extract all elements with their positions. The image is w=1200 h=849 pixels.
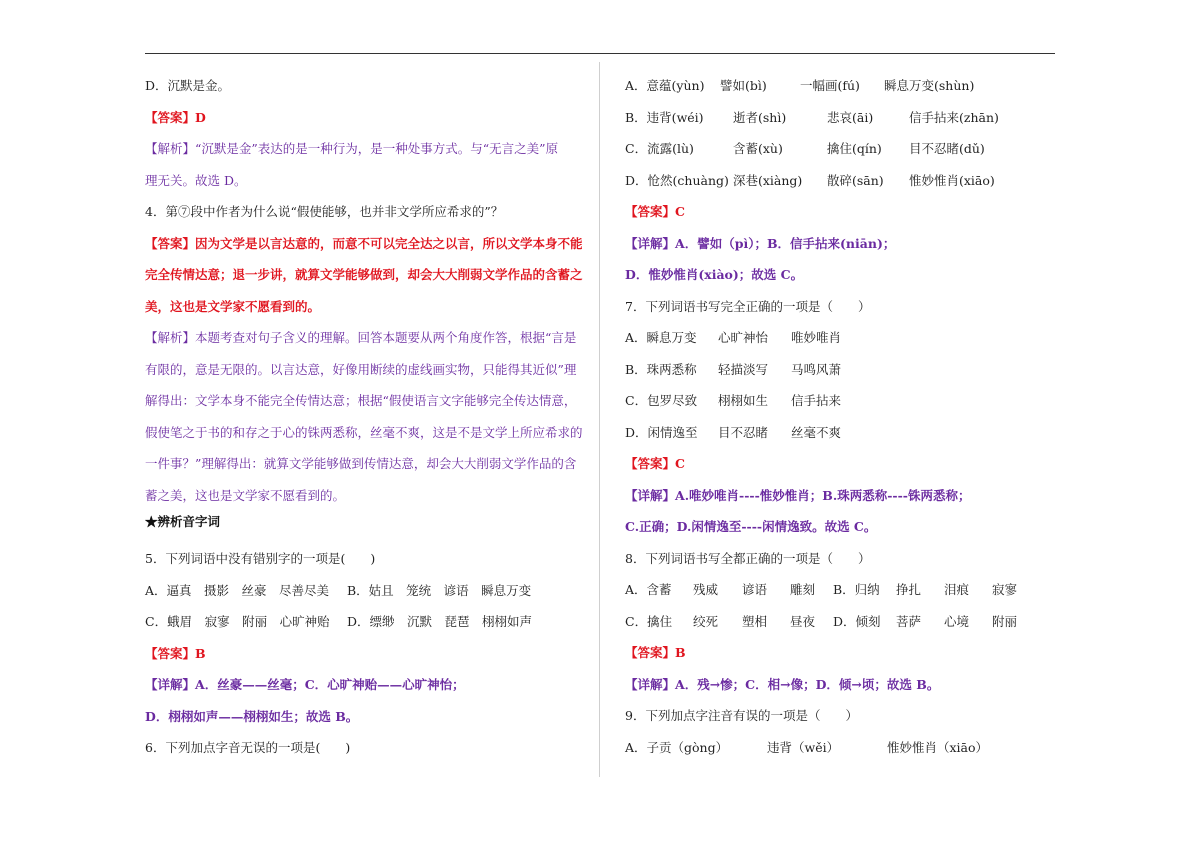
option-item: 栩栩如生 xyxy=(718,393,769,408)
option-item: C．擒住 xyxy=(625,613,673,629)
options-row xyxy=(625,574,1065,606)
option-item: A．含蓄 xyxy=(625,582,672,597)
option-item: 泪痕 xyxy=(944,582,970,597)
analysis-text: 【解析】本题考查对句子含义的理解。回答本题要从两个角度作答，根据“言是 xyxy=(145,330,577,345)
option-item: 马鸣风萧 xyxy=(791,361,842,377)
option-item: C．流露(lù) xyxy=(625,141,694,156)
top-rule xyxy=(145,53,1055,54)
options-row xyxy=(625,165,1065,197)
options-row xyxy=(625,354,1065,386)
explanation-text: 【详解】A．残→惨；C．相→像；D．倾→顷；故选 B。 xyxy=(625,676,940,692)
option-item: 瞬息万变(shùn) xyxy=(884,78,975,93)
option-item: B．归纳 xyxy=(833,582,880,597)
option-item: D．倾刻 xyxy=(833,613,881,629)
option-item: 目不忍睹(dǔ) xyxy=(909,141,985,156)
option-item: 谚语 xyxy=(742,582,768,597)
options-row xyxy=(625,606,1065,638)
option-item: 信手拈来 xyxy=(791,393,842,408)
option-item: C．包罗尽致 xyxy=(625,393,698,408)
option-item: 含蓄(xù) xyxy=(733,141,783,156)
option-item: 塑相 xyxy=(742,613,768,629)
question-4: 4．第⑦段中作者为什么说“假使能够，也并非文学所应希求的”？ xyxy=(145,204,504,219)
option-item: A．子贡（gòng） xyxy=(625,739,729,755)
question-5: 5．下列词语中没有错别字的一项是( ) xyxy=(145,551,376,566)
option-item: 信手拈来(zhān) xyxy=(909,109,999,125)
options-row xyxy=(625,322,1065,354)
option-item: 心旷神怡 xyxy=(718,330,769,345)
option-item: 雕刻 xyxy=(790,582,816,597)
left-column xyxy=(145,70,583,764)
option-item: 绞死 xyxy=(693,613,719,629)
explanation-text: D．栩栩如声——栩栩如生；故选 B。 xyxy=(145,708,359,724)
answer-label: 【答案】C xyxy=(625,456,685,471)
section-heading: ★辨析音字词 xyxy=(145,514,221,529)
question-9: 9．下列加点字注音有误的一项是（ ） xyxy=(625,708,858,723)
option-item: 残威 xyxy=(693,582,719,597)
option-item: B．珠两悉称 xyxy=(625,361,697,377)
options-row xyxy=(625,133,1065,165)
option-item: 譬如(bì) xyxy=(720,78,767,93)
analysis-text: 解得出：文学本身不能完全传情达意；根据“假使语言文字能够完全传达情意， xyxy=(145,393,577,408)
explanation-text: 【详解】A．丝豪——丝毫；C．心旷神贻——心旷神怡； xyxy=(145,677,465,692)
option-item: D．闲情逸至 xyxy=(625,424,698,440)
right-column xyxy=(625,70,1065,763)
option-d: D．缥缈 沉默 琵琶 栩栩如声 xyxy=(347,614,533,629)
option-item: 轻描淡写 xyxy=(718,361,769,377)
option-item: A．瞬息万变 xyxy=(625,330,697,345)
answer-label: 【答案】D xyxy=(145,109,206,125)
option-b: B．姑且 笼统 谚语 瞬息万变 xyxy=(347,582,532,598)
explanation-text: 【详解】A．譬如（pì）；B．信手拈来(niān)； xyxy=(625,235,896,251)
question-6: 6．下列加点字音无误的一项是( ) xyxy=(145,740,351,755)
options-row xyxy=(625,102,1065,134)
options-row xyxy=(625,732,1065,764)
option-item: 附丽 xyxy=(992,613,1018,629)
option-item: 唯妙唯肖 xyxy=(791,330,842,345)
options-row xyxy=(145,606,575,638)
question-8: 8．下列词语书写全都正确的一项是（ ） xyxy=(625,550,871,566)
options-row xyxy=(145,575,575,607)
analysis-text: 理无关。故选 D。 xyxy=(145,172,247,188)
explanation-text: D．惟妙惟肖(xiào)；故选 C。 xyxy=(625,267,804,282)
option-item: A．意蕴(yùn) xyxy=(625,78,705,93)
option-a: A．逼真 摄影 丝豪 尽善尽美 xyxy=(145,582,330,598)
option-item: 寂寥 xyxy=(992,582,1018,597)
options-row xyxy=(625,70,1065,102)
option-item: 逝者(shì) xyxy=(733,109,787,125)
option-item: 悲哀(āi) xyxy=(827,109,874,125)
explanation-text: 【详解】A.唯妙唯肖----惟妙惟肖；B.珠两悉称----铢两悉称； xyxy=(625,487,971,503)
question-7: 7．下列词语书写完全正确的一项是（ ） xyxy=(625,298,871,314)
answer-text: 美，这也是文学家不愿看到的。 xyxy=(145,298,321,314)
answer-label: 【答案】B xyxy=(625,645,686,660)
analysis-text: 【解析】“沉默是金”表达的是一种行为，是一种处事方式。与“无言之美”原 xyxy=(145,141,559,156)
options-row xyxy=(625,417,1065,449)
option-item: 散碎(sān) xyxy=(827,172,884,188)
analysis-text: 蓄之美，这也是文学家不愿看到的。 xyxy=(145,487,346,503)
explanation-text: C.正确；D.闲情逸至----闲情逸致。故选 C。 xyxy=(625,519,877,534)
option-item: 一幅画(fú) xyxy=(800,78,860,93)
option-item: 丝毫不爽 xyxy=(791,424,842,440)
column-divider xyxy=(599,62,600,777)
option-item: 惟妙惟肖(xiāo) xyxy=(909,172,995,188)
option-item: 惟妙惟肖（xiāo） xyxy=(887,739,989,755)
option-item: 挣扎 xyxy=(896,582,922,597)
option-item: 违背（wěi） xyxy=(767,739,840,755)
option-item: 深巷(xiàng) xyxy=(733,172,803,188)
answer-label: 【答案】C xyxy=(625,204,685,219)
option-item: 擒住(qín) xyxy=(827,141,882,156)
option-item: B．违背(wéi) xyxy=(625,109,704,125)
option-item: D．怆然(chuàng) xyxy=(625,172,729,188)
analysis-text: 一件事？”理解得出：就算文学能够做到传情达意，却会大大削弱文学作品的含 xyxy=(145,456,577,471)
analysis-text: 有限的，意是无限的。以言达意，好像用断续的虚线画实物，只能得其近似”理 xyxy=(145,361,577,377)
option-item: 昼夜 xyxy=(790,613,816,629)
option-item: 菩萨 xyxy=(896,613,922,629)
analysis-text: 假使笔之于书的和存之于心的铢两悉称，丝毫不爽，这是不是文学上所应希求的 xyxy=(145,424,583,440)
answer-text: 【答案】因为文学是以言达意的，而意不可以完全达之以言，所以文学本身不能 xyxy=(145,235,583,251)
answer-text: 完全传情达意；退一步讲，就算文学能够做到，却会大大削弱文学作品的含蓄之 xyxy=(145,267,583,282)
option-item: 目不忍睹 xyxy=(718,424,769,440)
option-c: C．蛾眉 寂寥 附丽 心旷神贻 xyxy=(145,614,330,629)
options-row xyxy=(625,385,1065,417)
option-line: D．沉默是金。 xyxy=(145,78,231,93)
answer-label: 【答案】B xyxy=(145,645,206,661)
option-item: 心境 xyxy=(944,613,970,629)
